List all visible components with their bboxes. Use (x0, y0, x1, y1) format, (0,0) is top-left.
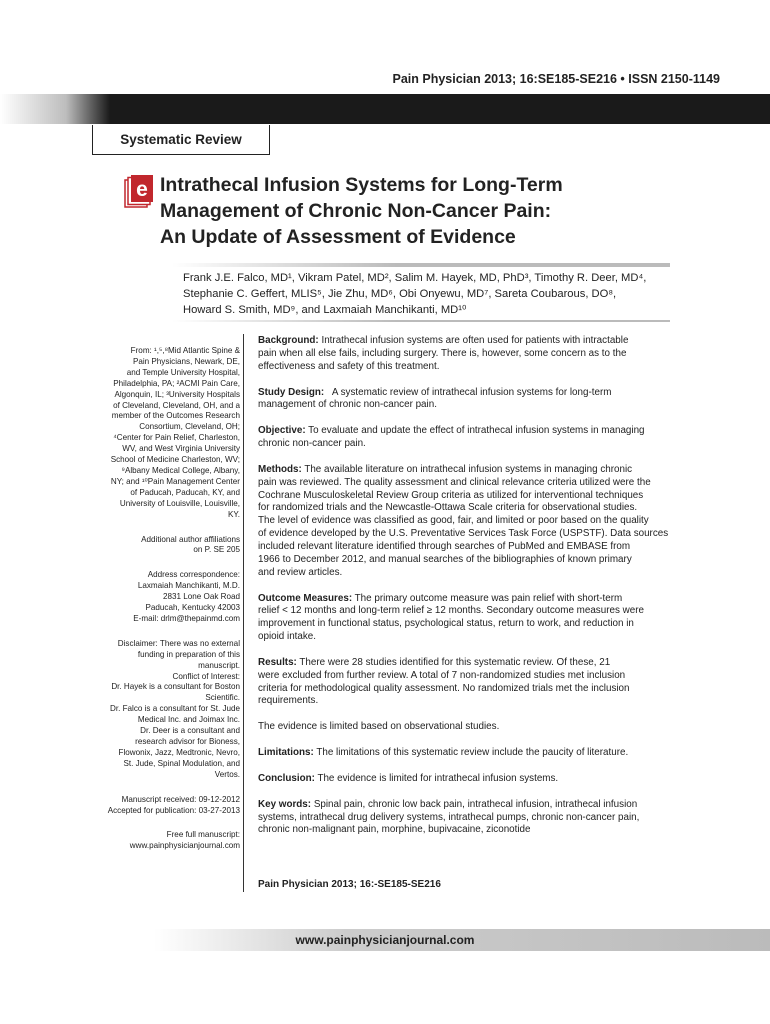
author-list (183, 270, 683, 318)
journal-header: Pain Physician 2013; 16:SE185-SE216 • ISSN 2150-1149 (392, 72, 720, 86)
abstract-line: were excluded from further review. A total of 7 non-randomized studies met inclusion (258, 669, 626, 681)
abstract-background (258, 335, 662, 374)
abstract-line: There were 28 studies identified for this systematic review. Of these, 21 (299, 656, 611, 668)
abstract-methods (258, 463, 669, 580)
abstract-line: chronic non-cancer pain. (258, 438, 366, 450)
abstract-objective (258, 425, 662, 451)
author-line: Stephanie C. Geffert, MLIS⁵, Jie Zhu, MD⁶, Obi Onyewu, MD⁷, Sareta Coubarous, DO⁸, (183, 288, 617, 300)
authors-divider (172, 320, 670, 322)
disclaimer-line: Dr. Hayek is a consultant for Boston (111, 682, 240, 692)
affiliation-line: of Cleveland, Cleveland, OH, and a (113, 400, 240, 410)
title-divider (172, 263, 670, 267)
date-line: Accepted for publication: 03-27-2013 (107, 805, 240, 815)
affiliation-line: From: ¹,⁵,⁸Mid Atlantic Spine & (130, 346, 240, 355)
header-band (0, 94, 770, 124)
abstract-line: Spinal pain, chronic low back pain, intrathecal infusion, intrathecal infusion (313, 798, 638, 810)
abstract-line: The evidence is limited for intrathecal infusion systems. (317, 772, 559, 784)
affiliation-line: of Paducah, Paducah, KY, and (130, 487, 240, 497)
title-line: Intrathecal Infusion Systems for Long-Term (160, 174, 563, 196)
abstract-line: The limitations of this systematic review include the paucity of literature. (316, 747, 629, 759)
disclaimer-line: Dr. Falco is a consultant for St. Jude (109, 704, 240, 714)
affiliation-line: Consortium, Cleveland, OH; (139, 422, 240, 432)
disclaimer (58, 639, 240, 781)
article-title (160, 172, 680, 250)
citation: Pain Physician 2013; 16:-SE185-SE216 (258, 879, 441, 890)
correspondence (58, 570, 240, 625)
abstract-evidence (258, 721, 662, 734)
affiliation-line: and Temple University Hospital, (126, 367, 240, 377)
header-band-fade (0, 94, 110, 124)
abstract-line: systems, intrathecal drug delivery systems, intrathecal pumps, chronic non-cancer pain, (258, 811, 640, 823)
affiliation-line: member of the Outcomes Research (111, 411, 240, 421)
abstract-conclusion (258, 773, 662, 786)
affiliation-line: Pain Physicians, Newark, DE, (132, 356, 240, 366)
section-heading: Outcome Measures: (258, 592, 353, 604)
correspondence-line: Address correspondence: (147, 570, 240, 580)
abstract-line: improvement in functional status, psychological status, return to work, and reduction in (258, 618, 634, 630)
e-publication-icon (124, 175, 154, 209)
abstract-line: The evidence is limited based on observational studies. (258, 721, 500, 733)
abstract-results (258, 657, 662, 708)
section-heading: Key words: (258, 798, 312, 810)
full-text-url[interactable]: www.painphysicianjournal.com (129, 841, 240, 851)
additional-line: Additional author affiliations (141, 534, 240, 544)
abstract-limitations (258, 747, 662, 760)
affiliation-line: Philadelphia, PA; ²ACMI Pain Care, (113, 378, 240, 388)
abstract-line: and review articles. (258, 566, 343, 578)
sidebar-notes (58, 346, 240, 852)
full-text-link (58, 830, 240, 852)
date-line: Manuscript received: 09-12-2012 (121, 794, 240, 804)
disclaimer-line: Conflict of Interest: (172, 671, 240, 681)
abstract-line: The level of evidence was classified as good, fair, and limited or poor based on the quality (258, 515, 649, 527)
disclaimer-line: research advisor for Bioness, (135, 737, 240, 746)
abstract-line: management of chronic non-cancer pain. (258, 399, 437, 411)
abstract-keywords (258, 799, 662, 838)
affiliation-line: Algonquin, IL; ³University Hospitals (114, 389, 240, 399)
abstract-line: pain when all else fails, including surgery. There is, however, some concern as to the (258, 347, 627, 359)
disclaimer-line: Disclaimer: There was no external (117, 638, 240, 648)
correspondence-email[interactable]: E-mail: drlm@thepainmd.com (133, 613, 240, 623)
abstract-line: relief < 12 months and long-term relief ≥ 12 months. Secondary outcome measures were (258, 605, 644, 617)
abstract-line: criteria for methodological quality assessment. No randomized trials met the inclusion (258, 682, 630, 694)
disclaimer-line: manuscript. (198, 660, 240, 670)
manuscript-dates (58, 795, 240, 817)
abstract-line: effectiveness and safety of this treatment. (258, 360, 440, 372)
section-heading: Study Design: (258, 386, 325, 398)
section-heading: Limitations: (258, 747, 314, 759)
affiliation-line: ⁹Albany Medical College, Albany, (121, 465, 240, 475)
correspondence-line: Paducah, Kentucky 42003 (145, 603, 240, 613)
affiliation-line: KY. (227, 509, 240, 519)
abstract-line: A systematic review of intrathecal infusion systems for long-term (331, 386, 612, 398)
affiliation-line: WV, and West Virginia University (122, 444, 240, 454)
abstract-line: Cochrane Musculoskeletal Review Group criteria as utilized for interventional techniques (258, 489, 644, 501)
abstract-line: chronic non-malignant pain, morphine, bupivacaine, ziconotide (258, 824, 531, 836)
abstract-line: pain was reviewed. The quality assessment and clinical relevance criteria utilized were the (258, 476, 651, 488)
title-line: An Update of Assessment of Evidence (160, 226, 516, 248)
abstract-line: of evidence developed by the U.S. Preventative Services Task Force (USPSTF). Data sources (258, 528, 669, 540)
footer-url[interactable]: www.painphysicianjournal.com (295, 933, 475, 947)
abstract-line: opioid intake. (258, 631, 317, 643)
column-divider (243, 334, 244, 892)
section-heading: Methods: (258, 463, 302, 475)
svg-text:e: e (136, 178, 148, 201)
abstract-line: Intrathecal infusion systems are often used for patients with intractable (321, 335, 629, 346)
affiliation-line: University of Louisville, Louisville, (119, 498, 240, 508)
title-line: Management of Chronic Non-Cancer Pain: (160, 200, 552, 222)
section-label: Systematic Review (92, 125, 270, 155)
section-heading: Objective: (258, 425, 306, 437)
affiliations (58, 346, 240, 521)
abstract-line: 1966 to December 2012, and manual searches of the bibliographies of known primary (258, 553, 632, 565)
disclaimer-line: St. Jude, Spinal Modulation, and (123, 758, 240, 768)
affiliation-line: School of Medicine Charleston, WV; (110, 455, 240, 465)
abstract-line: for randomized trials and the Newcastle-Ottawa Scale criteria for observational studies. (258, 502, 638, 514)
disclaimer-line: Scientific. (205, 693, 240, 703)
author-line: Frank J.E. Falco, MD¹, Vikram Patel, MD², Salim M. Hayek, MD, PhD³, Timothy R. Deer, MD⁴, (183, 272, 647, 284)
abstract-line: included relevant literature identified through searches of PubMed and EMBASE from (258, 540, 631, 552)
abstract-line: requirements. (258, 695, 319, 707)
disclaimer-line: Vertos. (214, 769, 240, 779)
disclaimer-line: Medical Inc. and Joimax Inc. (137, 715, 240, 725)
additional-affiliations (58, 535, 240, 557)
correspondence-line: 2831 Lone Oak Road (163, 592, 240, 602)
abstract-line: The primary outcome measure was pain relief with short-term (354, 592, 623, 604)
abstract-line: The available literature on intrathecal infusion systems in managing chronic (304, 463, 633, 475)
abstract-line: To evaluate and update the effect of intrathecal infusion systems in managing (308, 425, 645, 437)
disclaimer-line: funding in preparation of this (137, 649, 240, 659)
affiliation-line: NY; and ¹⁰Pain Management Center (110, 476, 240, 486)
full-text-label: Free full manuscript: (166, 830, 240, 840)
section-heading: Conclusion: (258, 772, 315, 784)
abstract (258, 335, 669, 850)
section-heading: Background: (258, 335, 319, 346)
abstract-outcome-measures (258, 593, 662, 644)
affiliation-line: ⁴Center for Pain Relief, Charleston, (113, 433, 240, 443)
additional-line: on P. SE 205 (193, 545, 240, 555)
disclaimer-line: Flowonix, Jazz, Medtronic, Nevro, (118, 747, 240, 757)
abstract-study-design (258, 387, 662, 413)
author-line: Howard S. Smith, MD⁹, and Laxmaiah Manchikanti, MD¹⁰ (183, 304, 467, 316)
section-heading: Results: (258, 656, 297, 668)
correspondence-line: Laxmaiah Manchikanti, M.D. (137, 581, 240, 591)
disclaimer-line: Dr. Deer is a consultant and (140, 726, 240, 736)
